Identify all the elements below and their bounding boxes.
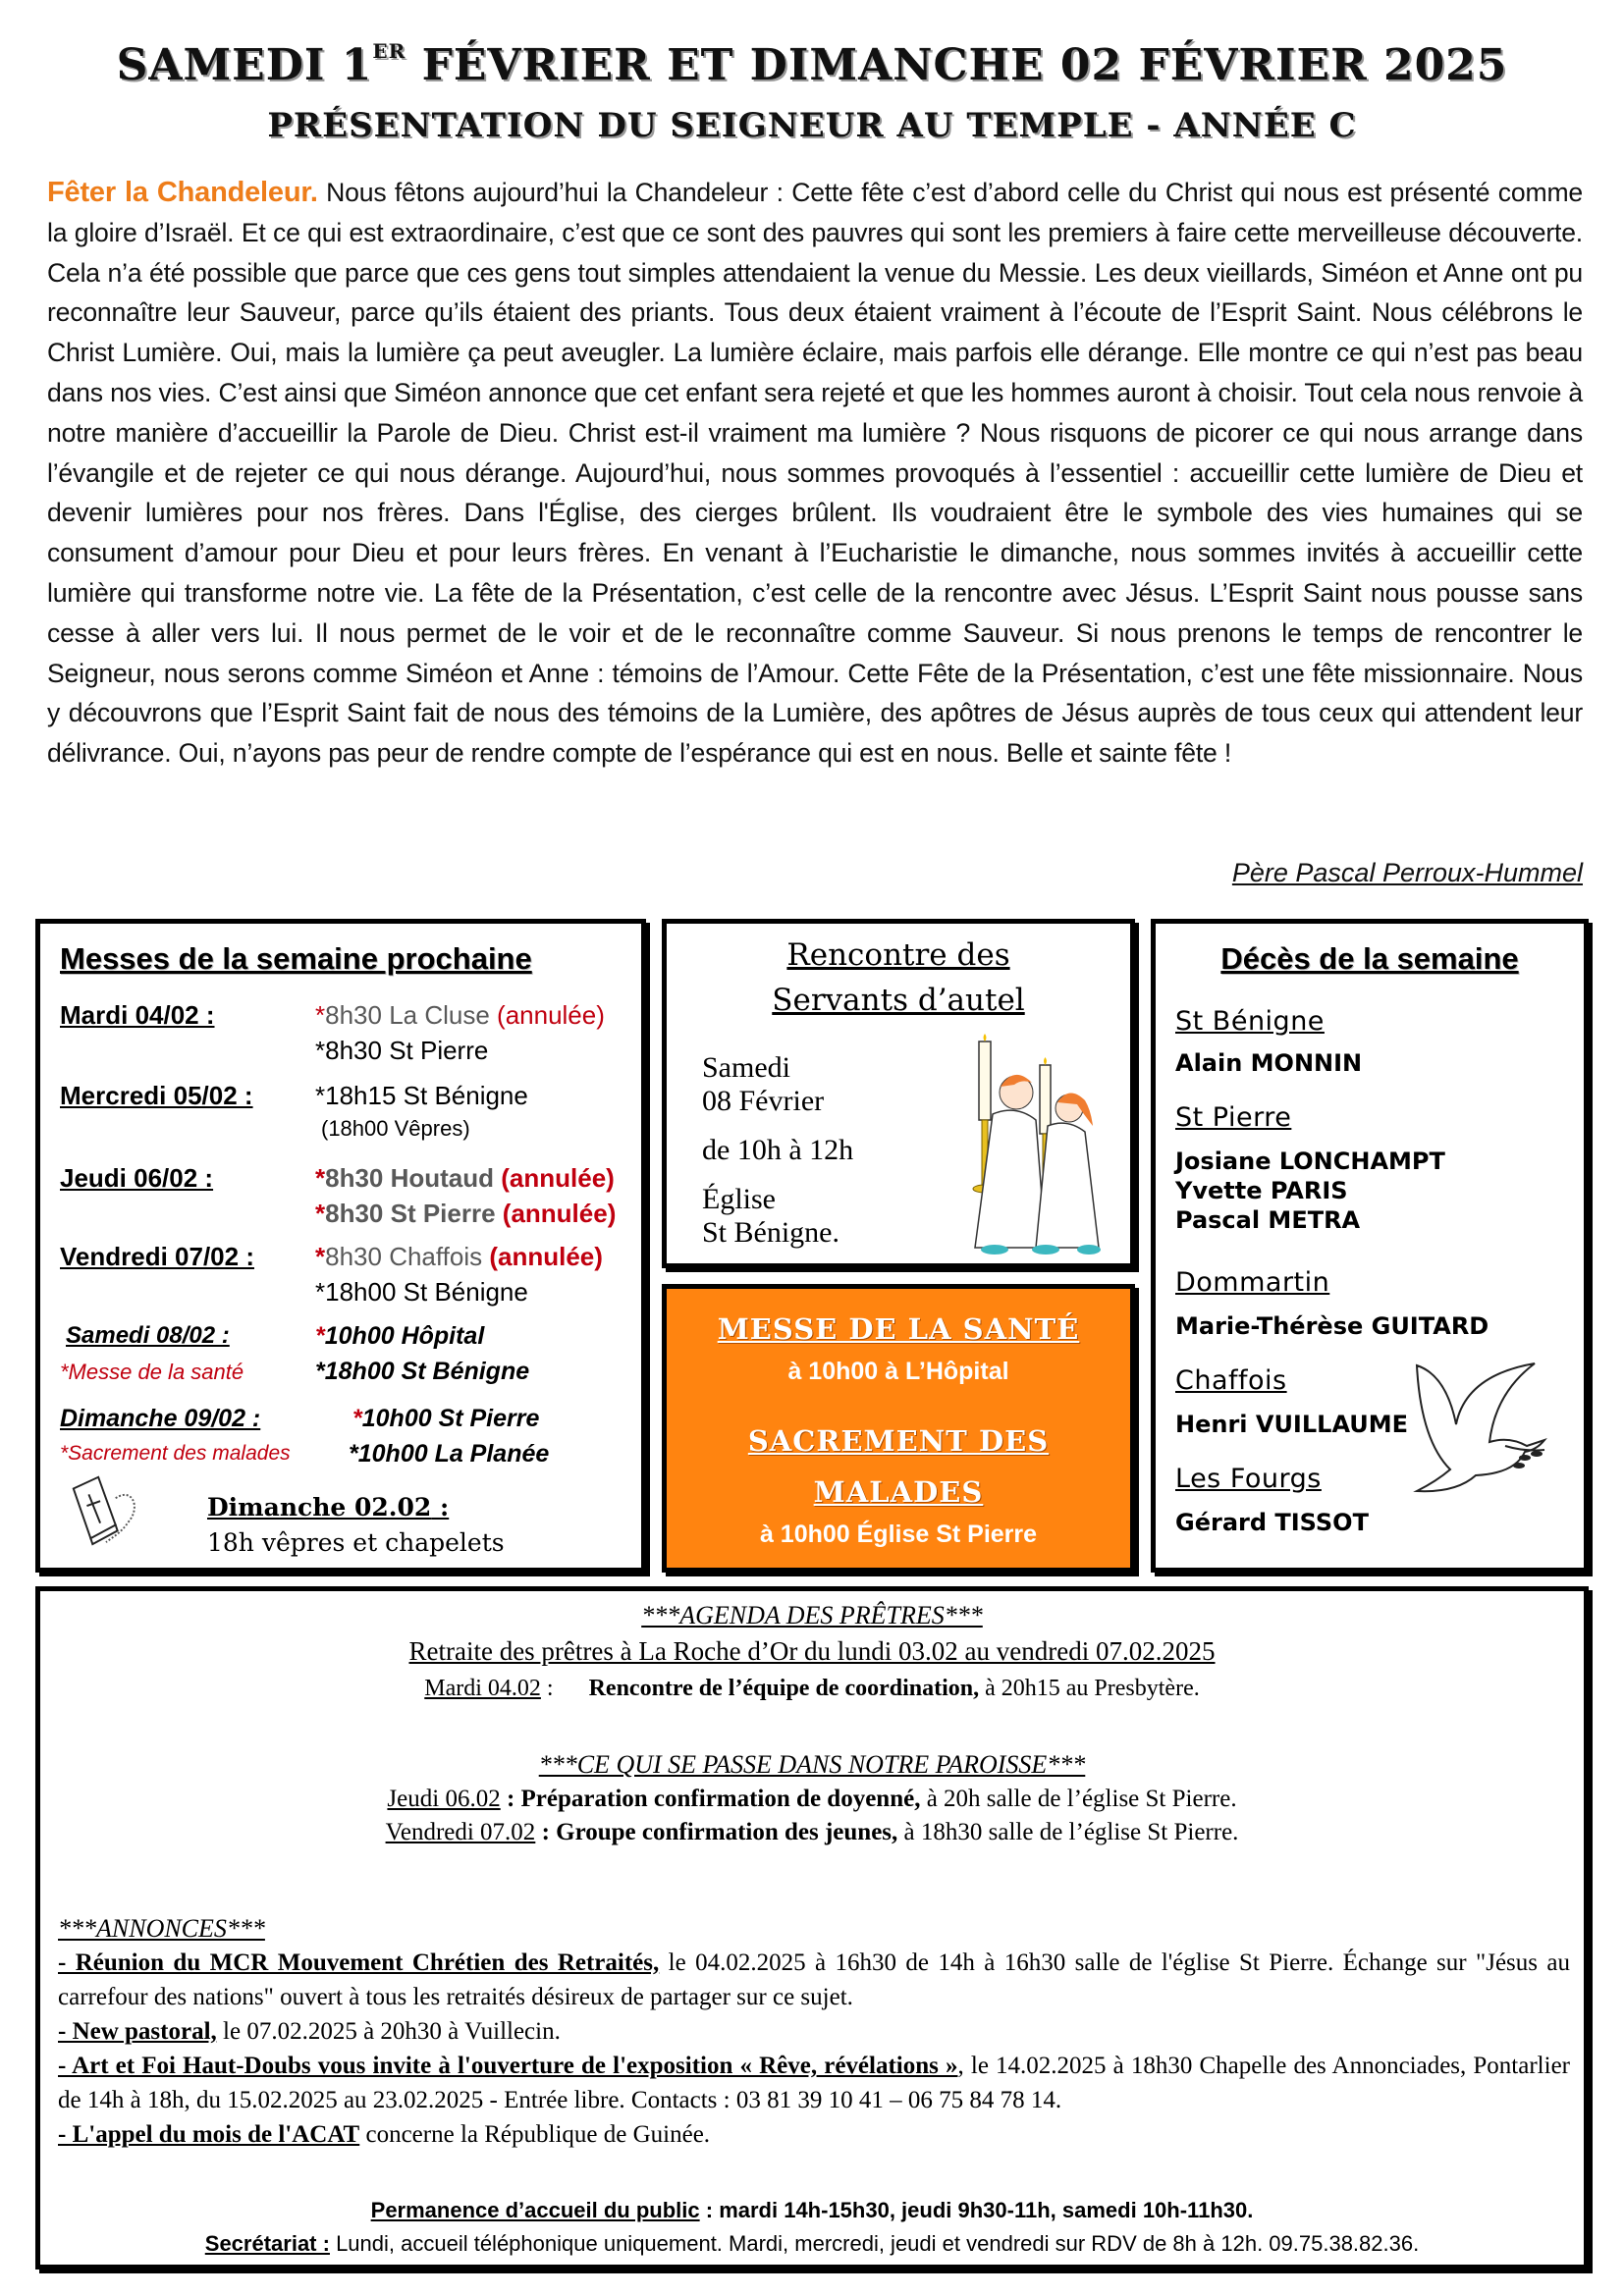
editorial-signature: Père Pascal Perroux-Hummel: [1231, 858, 1583, 887]
editorial-body: Nous fêtons aujourd’hui la Chandeleur : Cette fête c’est d’abord celle du Christ qui nous est présenté comme la gloire d’Israël. Et ce qui est extraordinaire, c’est que ce sont des pauvres qui sont les premiers à faire cette merveilleuse découverte. Cela n’a été possible que parce que ces gens tout simples attendaient la venue du Messie. Les deux vieillards, Siméon et Anne ont pu reconnaître leur Sauveur, parce qu’ils étaient des priants. Tous deux étaient vraiment à l’écoute de l’Esprit Saint. Nous célébrons le Christ Lumière. Oui, mais la lumière ça peut aveugler. La lumière éclaire, mais parfois elle dérange. Elle montre ce qui n’est pas beau dans nos vies. C’est ainsi que Siméon annonce que cet enfant sera rejeté et que les hommes auront à choisir. Tout cela nous renvoie à notre manière d’accueillir la Parole de Dieu. Christ est-il vraiment ma lumière ? Nous risquons de picorer ce qui nous arrange dans l’évangile et de rejeter ce qui nous dérange. Aujourd’hui, nous sommes provoqués à l’essentiel : accueillir cette lumière de Dieu et devenir lumières pour nos frères. Dans l'Église, des cierges brûlent. Ils voudraient être le symbole des vies humaines qui se consument d’amour pour Dieu et pour leurs frères. En venant à l’Eucharistie le dimanche, nous sommes invités à accueillir cette lumière qui transforme notre vie. La fête de la Présentation, c’est celle de la rencontre avec Jésus. L’Esprit Saint nous pousse sans cesse à aller vers lui. Il nous permet de le voir et de le reconnaître comme Sauveur. Si nous prenons le temps de rencontrer le Seigneur, nous serons comme Siméon et Anne : témoins de l’Amour. Cette Fête de la Présentation, c’est une fête missionnaire. Nous y découvrons que l’Esprit Saint fait de nous des témoins de la Lumière, des apôtres de Jésus auprès de tous ceux qui attendent leur délivrance. Oui, n’ayons pas peur de rendre compte de l’espérance qui est en nous. Belle et sainte fête !: [47, 178, 1583, 769]
mass-day: Dimanche 09/02 :: [60, 1405, 261, 1432]
deceased-name: Marie-Thérèse GUITARD: [1175, 1312, 1489, 1340]
editorial-lead: Fêter la Chandeleur.: [47, 177, 318, 208]
public-hours: Permanence d’accueil du public : mardi 14h-15h30, jeudi 9h30-11h, samedi 10h-11h30.: [370, 2198, 1254, 2222]
parish-name: Chaffois: [1175, 1365, 1287, 1396]
health-mass-box: [662, 1284, 1135, 1573]
deaths-title: Décès de la semaine: [1220, 941, 1519, 976]
altar-servers-icon: [957, 1032, 1105, 1257]
mass-entry: *18h00 St Bénigne: [315, 1358, 530, 1385]
servants-date: 08 Février: [702, 1085, 825, 1117]
announcement-item: - New pastoral, le 07.02.2025 à 20h30 à Vuillecin.: [58, 2018, 561, 2045]
deceased-name: Pascal METRA: [1175, 1206, 1361, 1234]
mass-day: Vendredi 07/02 :: [60, 1242, 254, 1271]
mass-day: Samedi 08/02 :: [66, 1322, 230, 1349]
health-mass-info: à 10h00 à L’Hôpital: [787, 1358, 1009, 1385]
dove-icon: [1397, 1356, 1564, 1513]
mass-day: Mercredi 05/02 :: [60, 1081, 253, 1110]
mass-entry: *8h30 St Pierre: [315, 1036, 489, 1065]
parish-name: St Pierre: [1175, 1102, 1292, 1133]
mass-day: Jeudi 06/02 :: [60, 1163, 214, 1193]
servants-day: Samedi: [702, 1051, 790, 1084]
mass-entry: *10h00 St Pierre: [352, 1405, 540, 1432]
masses-schedule-box: [35, 919, 646, 1573]
agenda-box: [35, 1586, 1589, 2269]
servants-time: de 10h à 12h: [702, 1134, 854, 1166]
priests-retreat: Retraite des prêtres à La Roche d’Or du lundi 03.02 au vendredi 07.02.2025: [408, 1636, 1216, 1666]
mass-entry: *8h30 St Pierre (annulée): [315, 1199, 617, 1228]
page-title: SAMEDI 1ER FÉVRIER ET DIMANCHE 02 FÉVRIER 2025: [116, 39, 1508, 90]
parish-name: St Bénigne: [1175, 1006, 1325, 1037]
mass-entry: *8h30 Houtaud (annulée): [315, 1163, 615, 1193]
mass-note: *Sacrement des malades: [60, 1442, 291, 1465]
sacrament-title-2: MALADES: [813, 1475, 984, 1509]
deaths-box: [1151, 919, 1589, 1573]
servants-place-2: St Bénigne.: [702, 1216, 839, 1249]
deceased-name: Alain MONNIN: [1175, 1049, 1363, 1077]
announcements: [58, 1911, 1570, 2152]
mass-entry: *18h00 St Bénigne: [315, 1277, 528, 1307]
bible-rosary-icon: [66, 1469, 142, 1546]
sacrament-info: à 10h00 Église St Pierre: [759, 1521, 1038, 1548]
parish-name: Dommartin: [1175, 1267, 1330, 1298]
mass-entry: (18h00 Vêpres): [321, 1116, 470, 1141]
sacrament-title-1: SACREMENT DES: [747, 1424, 1050, 1458]
mass-entry: *8h30 Chaffois (annulée): [315, 1242, 603, 1271]
agenda-friday: Vendredi 07.02 : Groupe confirmation des jeunes, à 18h30 salle de l’église St Pierre.: [385, 1819, 1239, 1845]
announcement-item: - Réunion du MCR Mouvement Chrétien des Retraités, le 04.02.2025 à 16h30 de 14h à 16h30 salle de l'église St Pierre. Échange sur "Jésus au carrefour des nations" ouvert à tous les retraités désireux de partager sur ce sujet.: [58, 1949, 1570, 2010]
mass-entry: *10h00 Hôpital: [315, 1322, 485, 1350]
mass-entry: *8h30 La Cluse (annulée): [315, 1000, 605, 1030]
parish-news-heading: ***CE QUI SE PASSE DANS NOTRE PAROISSE***: [538, 1750, 1086, 1779]
announcement-item: - Art et Foi Haut-Doubs vous invite à l'ouverture de l'exposition « Rêve, révélations », le 14.02.2025 à 18h30 Chapelle des Annonciades, Pontarlier de 14h à 18h, du 15.02.2025 au 23.02.2025 - Entrée libre. Contacts : 03 81 39 10 41 – 06 75 84 78 14.: [58, 2053, 1570, 2113]
health-mass-title: MESSE DE LA SANTÉ: [717, 1312, 1080, 1346]
servants-title-line1: Rencontre des: [786, 937, 1010, 973]
mass-entry: *10h00 La Planée: [349, 1440, 550, 1468]
altar-servers-box: [662, 919, 1135, 1268]
mass-day: Mardi 04/02 :: [60, 1000, 215, 1030]
deceased-name: Josiane LONCHAMPT: [1175, 1148, 1445, 1175]
sunday-value: 18h vêpres et chapelets: [207, 1528, 505, 1557]
deceased-name: Gérard TISSOT: [1175, 1509, 1369, 1536]
deceased-name: Henri VUILLAUME: [1175, 1411, 1409, 1438]
announcement-item: - L'appel du mois de l'ACAT concerne la République de Guinée.: [58, 2121, 711, 2148]
parish-name: Les Fourgs: [1175, 1464, 1322, 1494]
sunday-label: Dimanche 02.02 :: [207, 1493, 450, 1522]
priests-agenda-heading: ***AGENDA DES PRÊTRES***: [641, 1601, 983, 1629]
mass-note: *Messe de la santé: [60, 1360, 244, 1384]
deceased-name: Yvette PARIS: [1175, 1177, 1348, 1204]
servants-title-line2: Servants d’autel: [772, 983, 1025, 1018]
mass-entry: *18h15 St Bénigne: [315, 1081, 528, 1110]
announcements-heading: ***ANNONCES***: [58, 1914, 265, 1943]
page-subtitle: PRÉSENTATION DU SEIGNEUR AU TEMPLE - ANNÉE C: [267, 106, 1357, 145]
agenda-tuesday: Mardi 04.02 : Rencontre de l’équipe de coordination, à 20h15 au Presbytère.: [424, 1676, 1200, 1701]
secretariat-hours: Secrétariat : Lundi, accueil téléphonique uniquement. Mardi, mercredi, jeudi et vendredi sur RDV de 8h à 12h. 09.75.38.82.36.: [204, 2231, 1420, 2256]
editorial-text: [47, 173, 1583, 774]
servants-place-1: Église: [702, 1183, 776, 1215]
agenda-thursday: Jeudi 06.02 : Préparation confirmation de doyenné, à 20h salle de l’église St Pierre.: [387, 1786, 1237, 1812]
masses-title: Messes de la semaine prochaine: [60, 941, 532, 976]
